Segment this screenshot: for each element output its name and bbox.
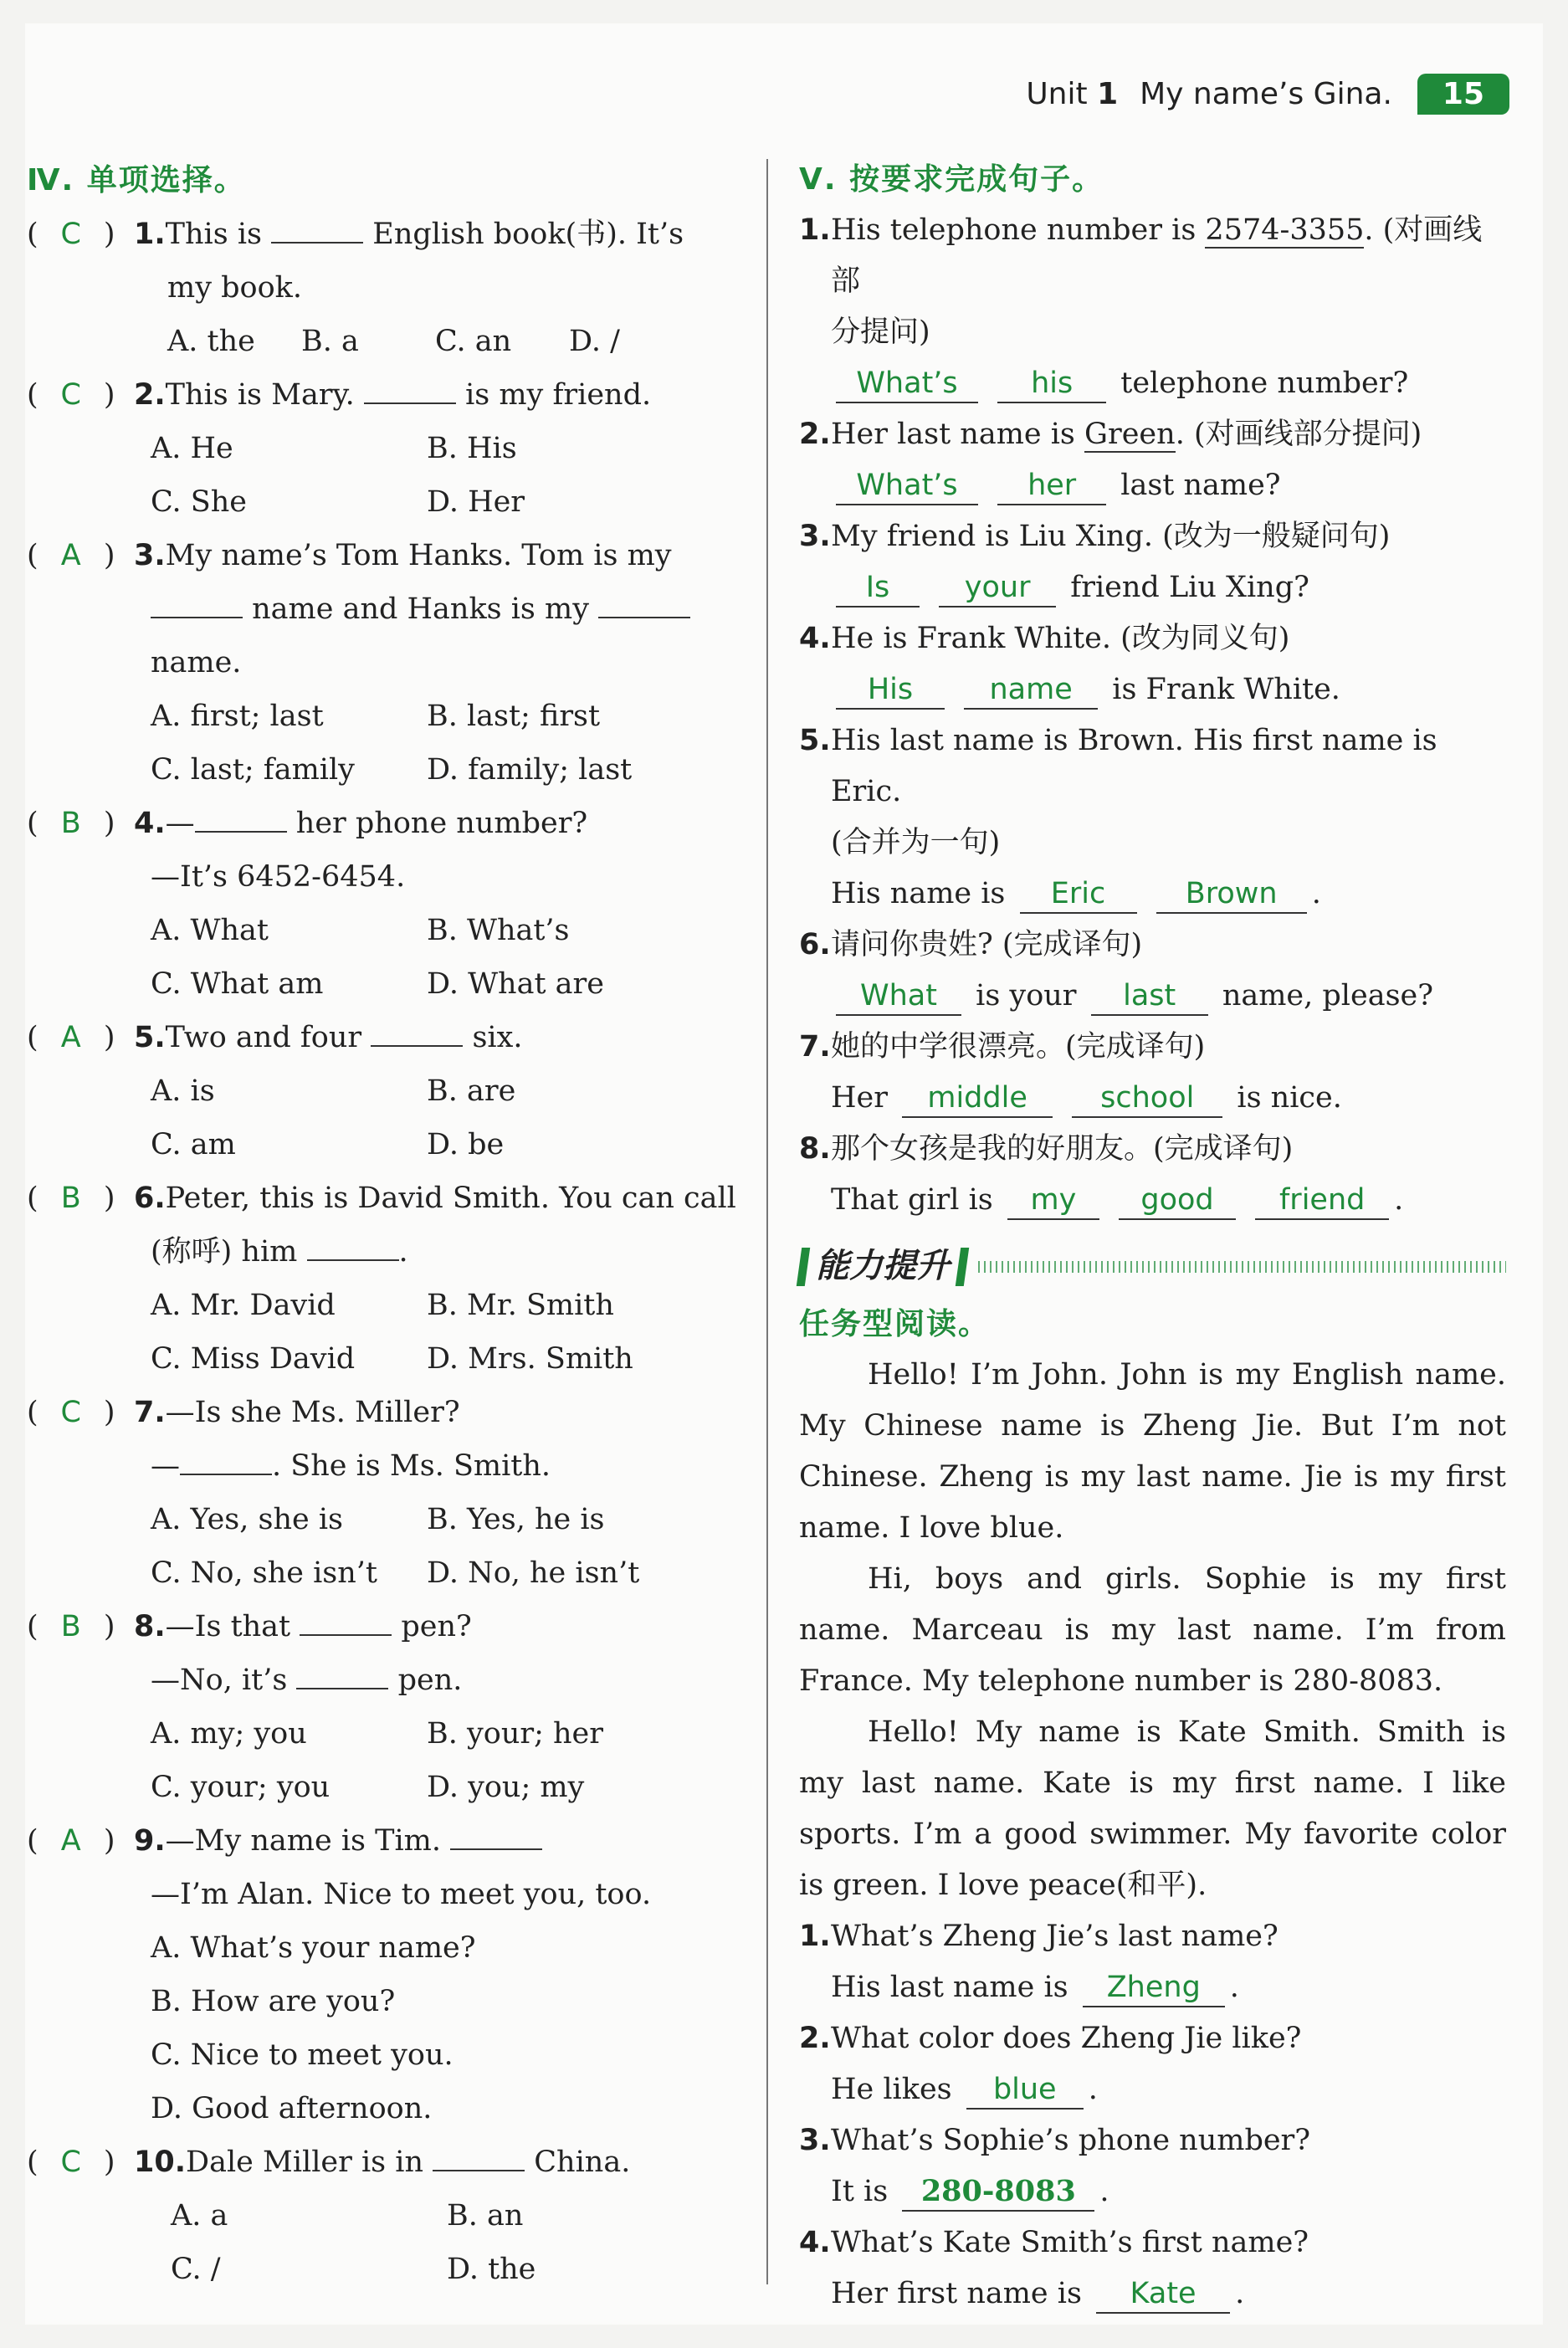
answer-blank bbox=[180, 1440, 272, 1475]
option-c[interactable]: C. No, she isn’t bbox=[151, 1556, 377, 1590]
question-1 bbox=[27, 208, 738, 368]
answer-line bbox=[799, 664, 1506, 715]
question-line bbox=[27, 582, 738, 636]
question-number: 1. bbox=[799, 1920, 831, 1953]
question-text: (合并为一句) bbox=[831, 826, 1001, 859]
options bbox=[27, 2189, 738, 2243]
option-d[interactable]: D. Good afternoon. bbox=[151, 2092, 433, 2125]
question-text: What’s Sophie’s phone number? bbox=[831, 2124, 1311, 2157]
right-column bbox=[799, 154, 1506, 2320]
question-number: 2. bbox=[799, 418, 831, 451]
question-text: Her last name is bbox=[831, 418, 1085, 451]
option-a[interactable]: A. Mr. David bbox=[151, 1289, 336, 1322]
answer-blank bbox=[307, 1226, 399, 1261]
question-number: 3. bbox=[799, 2124, 831, 2157]
answer-text: His last name is bbox=[831, 1971, 1068, 2004]
question-text: 分提问) bbox=[831, 315, 930, 349]
reading-question-2 bbox=[799, 2013, 1506, 2064]
question-text: . (对画线部 bbox=[831, 213, 1483, 298]
answer-line bbox=[799, 1962, 1506, 2013]
answer-paren: ( B ) bbox=[27, 1600, 134, 1653]
option-a[interactable]: A. a bbox=[171, 2199, 228, 2233]
answer-text: He likes bbox=[831, 2073, 952, 2106]
question-text: — bbox=[165, 807, 195, 840]
question-line bbox=[27, 1653, 738, 1707]
answer-text: . bbox=[1311, 877, 1321, 910]
question-6 bbox=[27, 1171, 738, 1386]
filled-answer[interactable]: Brown bbox=[1156, 875, 1307, 914]
answer-line bbox=[799, 869, 1506, 920]
question-number: 1. bbox=[134, 218, 166, 251]
answer-text: That girl is bbox=[831, 1183, 993, 1217]
question-text: . She is Ms. Smith. bbox=[272, 1449, 551, 1483]
answer-text: is nice. bbox=[1237, 1081, 1342, 1115]
question-text: What color does Zheng Jie like? bbox=[831, 2022, 1302, 2055]
option-a[interactable]: A. the bbox=[167, 325, 255, 358]
answer-text: name, please? bbox=[1222, 979, 1434, 1013]
question-text: My name’s Tom Hanks. Tom is my bbox=[165, 539, 672, 572]
rewrite-3 bbox=[799, 511, 1506, 562]
answer-choice[interactable]: C bbox=[60, 378, 81, 412]
answer-text: His name is bbox=[831, 877, 1006, 910]
filled-answer[interactable]: school bbox=[1072, 1079, 1222, 1118]
question-number: 3. bbox=[134, 539, 166, 572]
question-text: — bbox=[151, 1449, 180, 1483]
question-text: . bbox=[398, 1235, 408, 1269]
page-number-badge: 15 bbox=[1417, 74, 1509, 115]
filled-answer[interactable]: name bbox=[964, 671, 1098, 710]
option-c[interactable]: C. Nice to meet you. bbox=[151, 2038, 453, 2072]
banner-bar bbox=[956, 1248, 969, 1286]
question-number: 7. bbox=[799, 1030, 831, 1064]
question-number: 2. bbox=[134, 378, 166, 412]
answer-text: last name? bbox=[1120, 469, 1281, 502]
column-divider bbox=[766, 159, 768, 2284]
options bbox=[27, 1546, 738, 1600]
answer-blank bbox=[433, 2136, 525, 2171]
filled-answer[interactable]: my bbox=[1007, 1182, 1099, 1220]
answer-line bbox=[799, 1073, 1506, 1124]
option-b[interactable]: B. Yes, he is bbox=[427, 1503, 605, 1536]
question-text: His telephone number is bbox=[831, 213, 1206, 247]
answer-text: . bbox=[1099, 2175, 1109, 2208]
question-number: 6. bbox=[134, 1182, 166, 1215]
answer-text: . bbox=[1229, 1971, 1239, 2004]
question-10 bbox=[27, 2135, 738, 2296]
question-7 bbox=[27, 1386, 738, 1600]
answer-blank bbox=[371, 1012, 463, 1047]
answer-choice[interactable]: C bbox=[60, 218, 81, 251]
answer-line bbox=[799, 358, 1506, 409]
left-column bbox=[27, 154, 738, 2296]
options bbox=[27, 1332, 738, 1386]
question-text: —No, it’s bbox=[151, 1664, 288, 1697]
unit-word: Unit bbox=[1026, 77, 1088, 111]
filled-answer[interactable]: His bbox=[836, 671, 945, 710]
answer-choice[interactable]: B bbox=[60, 1610, 81, 1643]
question-2 bbox=[27, 368, 738, 529]
options bbox=[27, 1118, 738, 1171]
answer-paren: ( A ) bbox=[27, 529, 134, 582]
answer-text: It is bbox=[831, 2175, 889, 2208]
answer-text: . bbox=[1394, 1183, 1404, 1217]
filled-answer[interactable]: What’s bbox=[836, 365, 978, 403]
answer-choice[interactable]: B bbox=[60, 1182, 81, 1215]
answer-text: is your bbox=[976, 979, 1077, 1013]
question-text: pen? bbox=[401, 1610, 472, 1643]
ability-banner bbox=[799, 1241, 1506, 1292]
question-number: 4. bbox=[799, 622, 831, 655]
reading-question-1 bbox=[799, 1911, 1506, 1962]
option-c[interactable]: C. Miss David bbox=[151, 1342, 356, 1376]
rewrite-7 bbox=[799, 1022, 1506, 1073]
question-text: What’s Kate Smith’s first name? bbox=[831, 2226, 1309, 2259]
answer-blank bbox=[296, 1654, 388, 1689]
question-text: Peter, this is David Smith. You can call bbox=[165, 1182, 736, 1215]
question-8 bbox=[27, 1600, 738, 1814]
question-text: 请问你贵姓? (完成译句) bbox=[831, 928, 1143, 961]
answer-paren: ( A ) bbox=[27, 1814, 134, 1868]
options bbox=[27, 422, 738, 475]
options bbox=[27, 475, 738, 529]
option-a[interactable]: A. is bbox=[151, 1074, 215, 1108]
answer-text: . bbox=[1235, 2277, 1245, 2310]
section-title-v: Ⅴ. 按要求完成句子。 bbox=[799, 162, 1104, 197]
question-3 bbox=[27, 529, 738, 797]
answer-text: telephone number? bbox=[1120, 367, 1409, 400]
reading-paragraph: Hello! My name is Kate Smith. Smith is my last name. Kate is my first name. I like sports. I’m a good swimmer. My favorite color is green. I love peace(和平). bbox=[799, 1715, 1506, 1902]
filled-answer[interactable]: good bbox=[1119, 1182, 1236, 1220]
answer-choice[interactable]: C bbox=[60, 1396, 81, 1429]
options bbox=[27, 904, 738, 957]
unit-label bbox=[1026, 77, 1118, 111]
answer-blank bbox=[300, 1601, 392, 1636]
question-text: This is Mary. bbox=[165, 378, 355, 412]
filled-answer[interactable]: his bbox=[997, 365, 1106, 403]
question-text: —Is that bbox=[165, 1610, 291, 1643]
question-number: 3. bbox=[799, 520, 831, 553]
question-text: pen. bbox=[397, 1664, 463, 1697]
question-text: is my friend. bbox=[465, 378, 652, 412]
reading-paragraph: Hello! I’m John. John is my English name. My Chinese name is Zheng Jie. But I’m not Chinese. Zheng is my last name. Jie is my first name. I love blue. bbox=[799, 1358, 1506, 1545]
answer-line bbox=[799, 2269, 1506, 2320]
answer-line bbox=[799, 2166, 1506, 2217]
filled-answer[interactable]: Is bbox=[836, 569, 920, 608]
question-text: This is bbox=[165, 218, 262, 251]
option-c[interactable]: C. last; family bbox=[151, 753, 355, 787]
answer-text: . bbox=[1088, 2073, 1098, 2106]
question-text: name and Hanks is my bbox=[252, 592, 589, 626]
question-number: 6. bbox=[799, 928, 831, 961]
question-text: China. bbox=[534, 2145, 631, 2179]
answer-choice[interactable]: A bbox=[60, 1824, 81, 1858]
option-d[interactable]: D. No, he isn’t bbox=[427, 1556, 640, 1590]
filled-answer[interactable]: middle bbox=[902, 1079, 1053, 1118]
question-number: 5. bbox=[134, 1021, 166, 1054]
option-c[interactable]: C. your; you bbox=[151, 1771, 331, 1804]
option-c[interactable]: C. am bbox=[151, 1128, 236, 1161]
option-b[interactable]: B. What’s bbox=[427, 914, 570, 947]
option-d[interactable]: D. family; last bbox=[427, 753, 633, 787]
option-b[interactable]: B. How are you? bbox=[151, 1985, 396, 2018]
question-text: (称呼) him bbox=[151, 1235, 298, 1269]
option-b[interactable]: B. an bbox=[447, 2199, 524, 2233]
question-text: —I’m Alan. Nice to meet you, too. bbox=[151, 1878, 652, 1911]
answer-blank bbox=[364, 369, 456, 404]
unit-title: My name’s Gina. bbox=[1140, 77, 1392, 111]
filled-answer[interactable]: your bbox=[939, 569, 1056, 608]
question-text: my book. bbox=[167, 271, 302, 305]
rewrite-4 bbox=[799, 613, 1506, 664]
options bbox=[27, 743, 738, 797]
filled-answer[interactable]: Eric bbox=[1020, 875, 1137, 914]
rewrite-8 bbox=[799, 1124, 1506, 1175]
question-9 bbox=[27, 1814, 738, 2135]
question-text: Dale Miller is in bbox=[186, 2145, 423, 2179]
question-number: 8. bbox=[134, 1610, 166, 1643]
reading-question-4 bbox=[799, 2217, 1506, 2269]
option-c[interactable]: C. What am bbox=[151, 967, 324, 1001]
question-number: 2. bbox=[799, 2022, 831, 2055]
options bbox=[27, 1761, 738, 1814]
question-number: 1. bbox=[799, 213, 831, 247]
answer-paren: ( C ) bbox=[27, 1386, 134, 1439]
answer-paren: ( C ) bbox=[27, 368, 134, 422]
question-number: 5. bbox=[799, 724, 831, 757]
filled-answer[interactable]: her bbox=[997, 467, 1106, 505]
reading-paragraph: Hi, boys and girls. Sophie is my first name. Marceau is my last name. I’m from France. My telephone number is 280-8083. bbox=[799, 1562, 1506, 1698]
unit-number: 1 bbox=[1097, 77, 1119, 111]
question-text: . (对画线部分提问) bbox=[1175, 418, 1422, 451]
question-text: His last name is Brown. His first name is Eric. bbox=[831, 724, 1437, 808]
answer-blank bbox=[151, 583, 243, 618]
banner-title: 能力提升 bbox=[816, 1247, 950, 1285]
rewrite-2 bbox=[799, 409, 1506, 460]
option-d[interactable]: D. What are bbox=[427, 967, 604, 1001]
option-b[interactable]: B. your; her bbox=[427, 1717, 603, 1751]
question-text: —My name is Tim. bbox=[165, 1824, 441, 1858]
reading-question-3 bbox=[799, 2115, 1506, 2166]
option-d[interactable]: D. the bbox=[447, 2253, 536, 2286]
answer-paren: ( C ) bbox=[27, 2135, 134, 2189]
option-a[interactable]: A. What bbox=[151, 914, 269, 947]
option-c[interactable]: C. an bbox=[435, 325, 512, 358]
option-c[interactable]: C. She bbox=[151, 485, 248, 519]
rewrite-6 bbox=[799, 920, 1506, 971]
answer-choice[interactable]: A bbox=[60, 539, 81, 572]
option-b[interactable]: B. last; first bbox=[427, 700, 601, 733]
answer-blank bbox=[271, 208, 363, 244]
answer-choice[interactable]: B bbox=[60, 807, 81, 840]
question-number: 8. bbox=[799, 1132, 831, 1166]
answer-text: Her bbox=[831, 1081, 888, 1115]
options bbox=[27, 2243, 738, 2296]
page-header bbox=[1026, 74, 1509, 115]
options bbox=[27, 1493, 738, 1546]
answer-choice[interactable]: C bbox=[60, 2145, 81, 2179]
option-d[interactable]: D. Her bbox=[427, 485, 525, 519]
option-b[interactable]: B. Mr. Smith bbox=[427, 1289, 614, 1322]
option-b[interactable]: B. His bbox=[427, 432, 517, 465]
underlined-text: Green bbox=[1084, 418, 1176, 451]
question-number: 4. bbox=[134, 807, 166, 840]
question-text: English book(书). It’s bbox=[372, 218, 684, 251]
options bbox=[27, 957, 738, 1011]
question-text: her phone number? bbox=[295, 807, 588, 840]
filled-answer[interactable]: last bbox=[1091, 977, 1208, 1016]
rewrite-1 bbox=[799, 205, 1506, 307]
question-text: He is Frank White. (改为同义句) bbox=[831, 622, 1290, 655]
question-text: What’s Zheng Jie’s last name? bbox=[831, 1920, 1278, 1953]
filled-answer[interactable]: friend bbox=[1255, 1182, 1389, 1220]
answer-line bbox=[799, 2064, 1506, 2115]
options bbox=[27, 1707, 738, 1761]
answer-line bbox=[799, 460, 1506, 511]
option-a[interactable]: A. He bbox=[151, 432, 233, 465]
question-text: six. bbox=[472, 1021, 523, 1054]
answer-paren: ( B ) bbox=[27, 797, 134, 850]
question-text: 她的中学很漂亮。(完成译句) bbox=[831, 1030, 1206, 1064]
option-b[interactable]: B. a bbox=[301, 325, 359, 358]
banner-bar bbox=[797, 1248, 810, 1286]
answer-line bbox=[799, 971, 1506, 1022]
question-number: 4. bbox=[799, 2226, 831, 2259]
question-4 bbox=[27, 797, 738, 1011]
question-text: My friend is Liu Xing. (改为一般疑问句) bbox=[831, 520, 1391, 553]
answer-blank bbox=[195, 797, 287, 833]
question-text: —Is she Ms. Miller? bbox=[165, 1396, 460, 1429]
answer-paren: ( B ) bbox=[27, 1171, 134, 1225]
option-a[interactable]: A. What’s your name? bbox=[151, 1931, 476, 1965]
question-text: Two and four bbox=[165, 1021, 362, 1054]
option-d[interactable]: D. / bbox=[569, 325, 620, 358]
filled-answer[interactable]: blue bbox=[966, 2071, 1084, 2110]
question-text: 那个女孩是我的好朋友。(完成译句) bbox=[831, 1132, 1294, 1166]
question-line bbox=[27, 1225, 738, 1279]
option-a[interactable]: A. Yes, she is bbox=[151, 1503, 344, 1536]
reading-title: 任务型阅读。 bbox=[799, 1307, 991, 1341]
options bbox=[27, 1279, 738, 1332]
option-d[interactable]: D. be bbox=[427, 1128, 505, 1161]
filled-answer[interactable]: What’s bbox=[836, 467, 978, 505]
option-c[interactable]: C. / bbox=[171, 2253, 221, 2286]
answer-line bbox=[799, 1175, 1506, 1226]
rewrite-5 bbox=[799, 715, 1506, 818]
question-number: 9. bbox=[134, 1824, 166, 1858]
answer-choice[interactable]: A bbox=[60, 1021, 81, 1054]
question-number: 10. bbox=[134, 2145, 187, 2179]
answer-blank bbox=[450, 1815, 542, 1850]
question-text: name. bbox=[151, 646, 242, 679]
question-text: —It’s 6452-6454. bbox=[151, 860, 406, 894]
options bbox=[27, 315, 738, 368]
option-d[interactable]: D. you; my bbox=[427, 1771, 585, 1804]
answer-paren: ( A ) bbox=[27, 1011, 134, 1064]
underlined-text: 2574-3355 bbox=[1205, 213, 1365, 247]
option-a[interactable]: A. first; last bbox=[151, 700, 324, 733]
filled-answer[interactable]: Kate bbox=[1096, 2275, 1230, 2314]
question-number: 7. bbox=[134, 1396, 166, 1429]
option-a[interactable]: A. my; you bbox=[151, 1717, 307, 1751]
option-d[interactable]: D. Mrs. Smith bbox=[427, 1342, 633, 1376]
answer-line bbox=[799, 562, 1506, 613]
question-5 bbox=[27, 1011, 738, 1171]
answer-blank bbox=[598, 583, 690, 618]
answer-text: is Frank White. bbox=[1112, 673, 1340, 706]
banner-dotted-rule bbox=[978, 1261, 1506, 1273]
filled-answer[interactable]: 280-8083 bbox=[902, 2173, 1094, 2212]
question-line bbox=[27, 1439, 738, 1493]
filled-answer[interactable]: What bbox=[836, 977, 961, 1016]
options bbox=[27, 1064, 738, 1118]
answer-text: Her first name is bbox=[831, 2277, 1082, 2310]
answer-paren: ( C ) bbox=[27, 208, 134, 261]
section-title-iv: Ⅳ. 单项选择。 bbox=[27, 163, 246, 197]
answer-text: friend Liu Xing? bbox=[1070, 571, 1309, 604]
options bbox=[27, 690, 738, 743]
filled-answer[interactable]: Zheng bbox=[1083, 1969, 1225, 2007]
option-b[interactable]: B. are bbox=[427, 1074, 516, 1108]
